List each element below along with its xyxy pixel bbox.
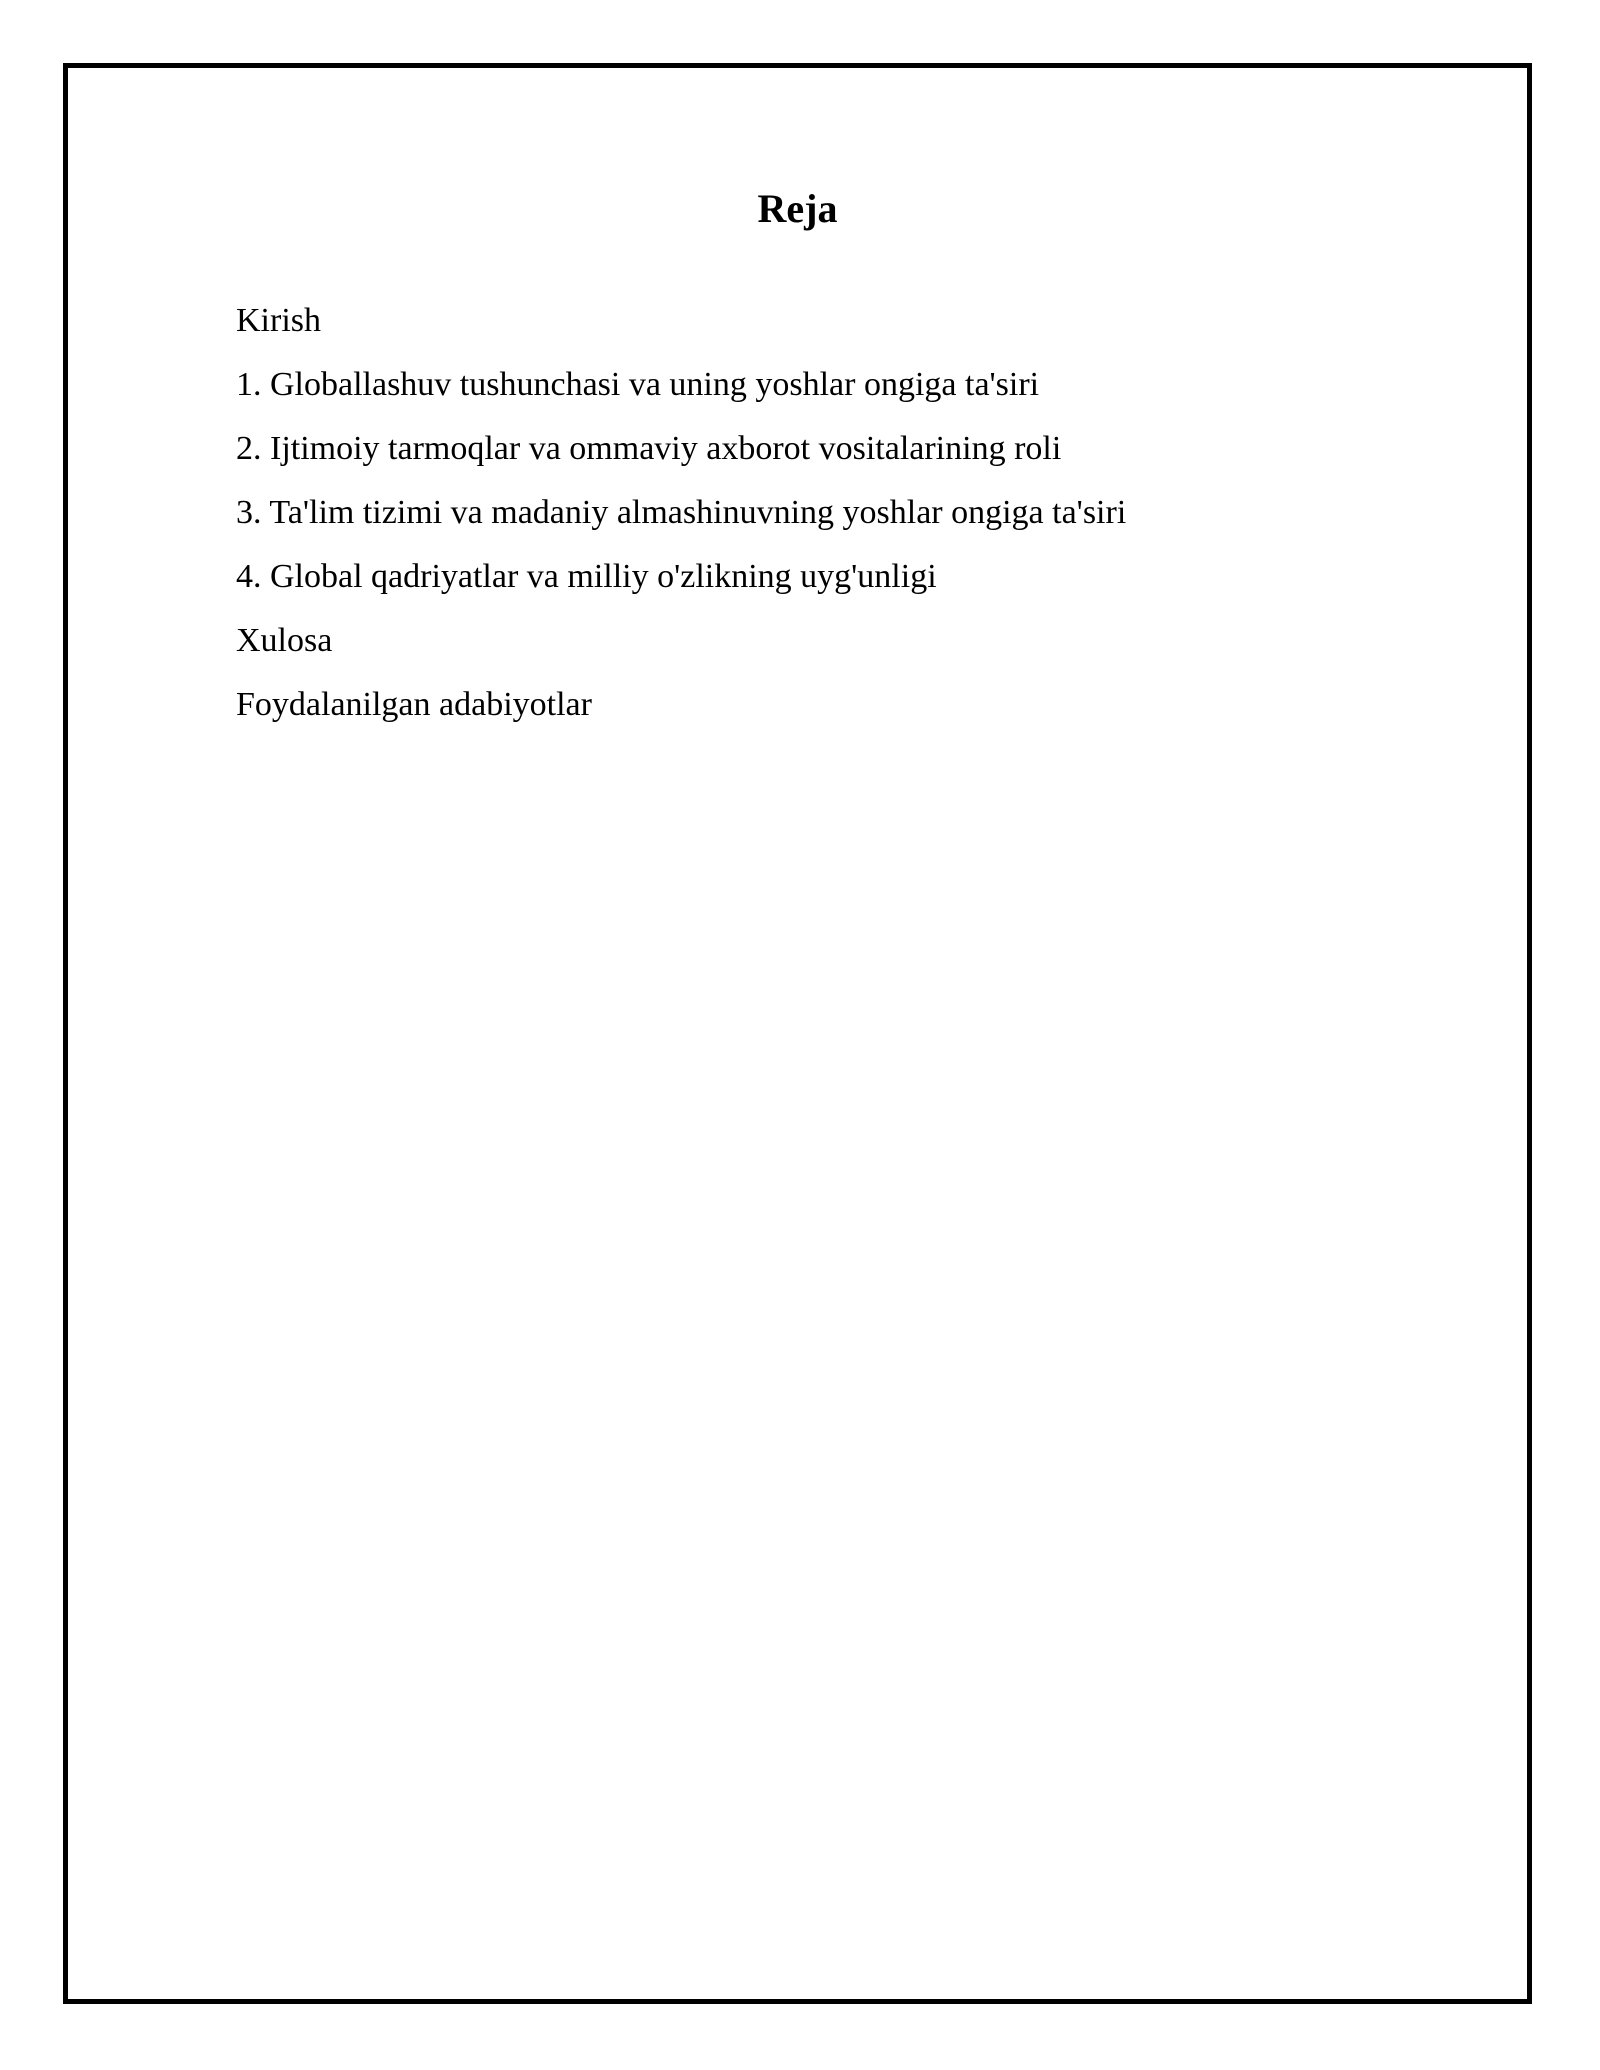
plan-item-1: 1. Globallashuv tushunchasi va uning yoshlar ongiga ta'siri — [236, 366, 1040, 403]
plan-item-introduction: Kirish — [236, 302, 321, 339]
plan-item-conclusion: Xulosa — [236, 622, 333, 659]
plan-item-4: 4. Global qadriyatlar va milliy o'zlikning uyg'unligi — [236, 558, 937, 595]
plan-item-3: 3. Ta'lim tizimi va madaniy almashinuvning yoshlar ongiga ta'siri — [236, 494, 1127, 531]
plan-list — [236, 289, 1126, 737]
page-title: Reja — [757, 186, 838, 231]
plan-item-references: Foydalanilgan adabiyotlar — [236, 686, 592, 723]
plan-item-2: 2. Ijtimoiy tarmoqlar va ommaviy axborot vositalarining roli — [236, 430, 1062, 467]
